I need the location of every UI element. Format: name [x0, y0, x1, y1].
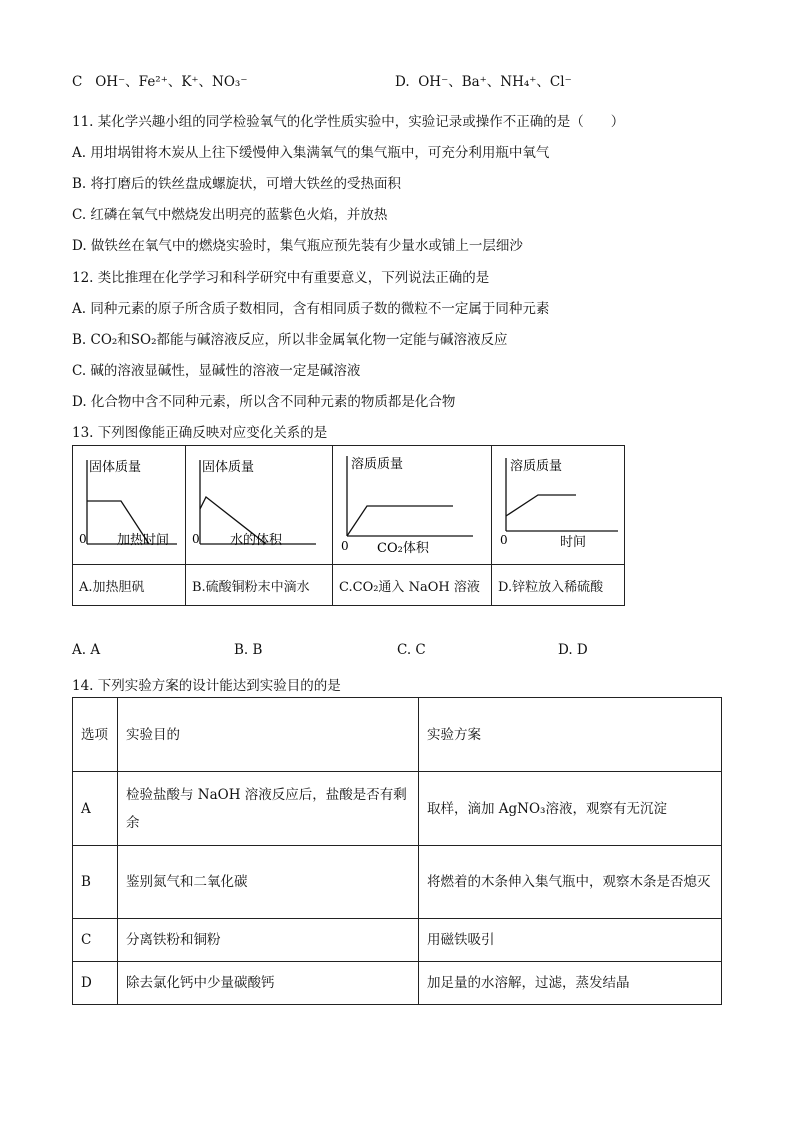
header-plan: 实验方案 — [419, 698, 722, 772]
q14-table — [72, 697, 722, 1005]
graph-c-svg — [333, 446, 491, 560]
q13-stem: 13. 下列图像能正确反映对应变化关系的是 — [72, 425, 328, 441]
option-text: OH⁻、Ba⁺、NH₄⁺、Cl⁻ — [418, 74, 572, 90]
q12-option-b: B. CO₂和SO₂都能与碱溶液反应，所以非金属氧化物一定能与碱溶液反应 — [72, 332, 508, 348]
table-row — [73, 846, 722, 919]
row-goal: 鉴别氮气和二氧化碳 — [118, 846, 419, 919]
row-plan: 将燃着的木条伸入集气瓶中，观察木条是否熄灭 — [419, 846, 722, 919]
y-label: 固体质量 — [89, 460, 142, 475]
origin-label: 0 — [79, 532, 87, 546]
graph-a — [73, 446, 186, 565]
row-option: C — [73, 919, 118, 962]
answer-a: A. A — [72, 642, 101, 658]
origin-label: 0 — [192, 532, 200, 546]
origin-label: 0 — [341, 539, 349, 553]
q12-stem: 12. 类比推理在化学学习和科学研究中有重要意义，下列说法正确的是 — [72, 270, 490, 286]
q11-option-d: D. 做铁丝在氧气中的燃烧实验时，集气瓶应预先装有少量水或铺上一层细沙 — [72, 238, 523, 254]
graph-d-caption: D.锌粒放入稀硫酸 — [492, 565, 625, 606]
answer-b: B. B — [234, 642, 263, 658]
q11-option-c: C. 红磷在氧气中燃烧发出明亮的蓝紫色火焰，并放热 — [72, 207, 388, 223]
y-label: 溶质质量 — [510, 459, 563, 474]
row-goal: 除去氯化钙中少量碳酸钙 — [118, 962, 419, 1005]
graph-c — [333, 446, 492, 565]
row-plan: 用磁铁吸引 — [419, 919, 722, 962]
q12-option-a: A. 同种元素的原子所含质子数相同，含有相同质子数的微粒不一定属于同种元素 — [72, 301, 550, 317]
graph-a-caption: A.加热胆矾 — [73, 565, 186, 606]
x-label: 加热时间 — [117, 533, 170, 548]
x-label: 水的体积 — [230, 533, 283, 548]
answer-d: D. D — [558, 642, 588, 658]
graph-a-svg — [73, 446, 185, 560]
table-row — [73, 919, 722, 962]
q13-answer-options — [72, 642, 672, 660]
y-label: 溶质质量 — [351, 457, 404, 472]
graph-c-caption: C.CO₂通入 NaOH 溶液 — [333, 565, 492, 606]
graph-b-svg — [186, 446, 332, 560]
origin-label: 0 — [500, 533, 508, 547]
option-label: C — [72, 74, 83, 90]
q11-option-b: B. 将打磨后的铁丝盘成螺旋状，可增大铁丝的受热面积 — [72, 176, 402, 192]
graph-d-svg — [492, 446, 624, 560]
table-row — [73, 772, 722, 846]
y-label: 固体质量 — [202, 460, 255, 475]
q10-option-c — [72, 70, 247, 90]
graph-d — [492, 446, 625, 565]
q11-option-a: A. 用坩埚钳将木炭从上往下缓慢伸入集满氧气的集气瓶中，可充分利用瓶中氧气 — [72, 145, 550, 161]
x-label: CO₂体积 — [377, 541, 429, 556]
option-text: OH⁻、Fe²⁺、K⁺、NO₃⁻ — [95, 74, 248, 90]
q11-stem: 11. 某化学兴趣小组的同学检验氧气的化学性质实验中，实验记录或操作不正确的是（ ） — [72, 114, 625, 130]
row-goal: 分离铁粉和铜粉 — [118, 919, 419, 962]
table-row — [73, 962, 722, 1005]
header-goal: 实验目的 — [118, 698, 419, 772]
graph-b-caption: B.硫酸铜粉末中滴水 — [186, 565, 333, 606]
row-plan: 加足量的水溶解，过滤，蒸发结晶 — [419, 962, 722, 1005]
row-option: D — [73, 962, 118, 1005]
row-option: A — [73, 772, 118, 846]
q12-option-d: D. 化合物中含不同种元素，所以含不同种元素的物质都是化合物 — [72, 394, 456, 410]
curve — [347, 506, 453, 536]
row-plan: 取样，滴加 AgNO₃溶液，观察有无沉淀 — [419, 772, 722, 846]
row-option: B — [73, 846, 118, 919]
row-goal: 检验盐酸与 NaOH 溶液反应后，盐酸是否有剩余 — [118, 772, 419, 846]
q10-option-d — [395, 70, 572, 90]
option-label: D. — [395, 74, 410, 90]
q13-graph-table — [72, 445, 625, 606]
table-header-row — [73, 698, 722, 772]
header-option: 选项 — [73, 698, 118, 772]
graph-b — [186, 446, 333, 565]
q14-stem: 14. 下列实验方案的设计能达到实验目的的是 — [72, 678, 341, 694]
x-label: 时间 — [560, 535, 587, 550]
answer-c: C. C — [397, 642, 426, 658]
q12-option-c: C. 碱的溶液显碱性，显碱性的溶液一定是碱溶液 — [72, 363, 361, 379]
curve — [506, 495, 576, 516]
